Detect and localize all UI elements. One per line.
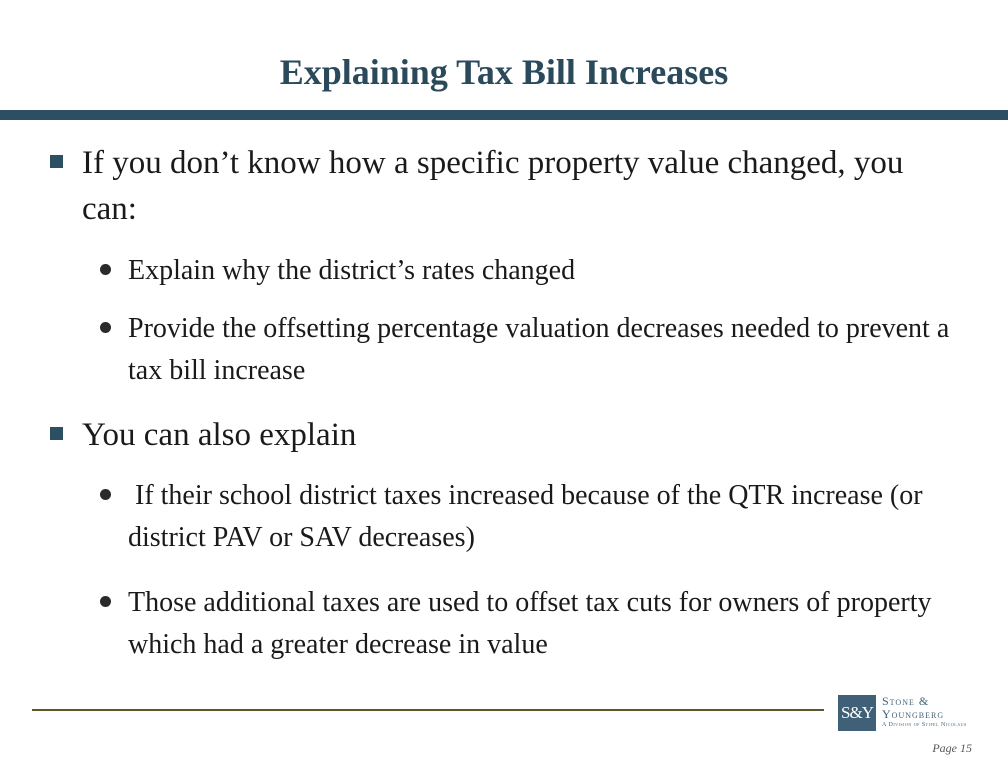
square-bullet-icon <box>50 155 63 168</box>
bullet-item <box>82 140 962 232</box>
round-bullet-icon <box>100 596 111 607</box>
sub-bullet-item <box>128 475 958 559</box>
sub-bullet-text: Provide the offsetting percentage valuation decreases needed to prevent a tax bill increase <box>128 313 950 386</box>
round-bullet-icon <box>100 489 111 500</box>
logo-subtitle: A Division of Stifel Nicolaus <box>882 722 967 728</box>
sub-bullet-item <box>128 582 958 666</box>
logo-line-2: Youngberg <box>882 707 945 721</box>
sub-bullet-text: Those additional taxes are used to offset tax cuts for owners of property which had a greater decrease in value <box>128 587 932 660</box>
sub-bullet-item <box>128 250 958 292</box>
square-bullet-icon <box>50 427 63 440</box>
bullet-item <box>82 412 962 458</box>
company-logo <box>838 695 998 735</box>
slide-title: Explaining Tax Bill Increases <box>279 52 729 92</box>
round-bullet-icon <box>100 322 111 333</box>
sub-bullet-text: If their school district taxes increased because of the QTR increase (or district PAV or SAV decreases) <box>128 480 930 553</box>
logo-line-1: Stone & <box>882 694 930 708</box>
page-number: Page 15 <box>932 741 972 755</box>
title-divider <box>0 110 1008 120</box>
sub-bullet-item <box>128 308 958 392</box>
bullet-text: If you don’t know how a specific property value changed, you can: <box>82 145 904 227</box>
footer-divider <box>32 709 824 711</box>
logo-wordmark <box>882 695 998 729</box>
logo-mark: S&Y <box>838 695 876 731</box>
bullet-text: You can also explain <box>82 417 357 453</box>
sub-bullet-text: Explain why the district’s rates changed <box>128 255 576 286</box>
round-bullet-icon <box>100 264 111 275</box>
